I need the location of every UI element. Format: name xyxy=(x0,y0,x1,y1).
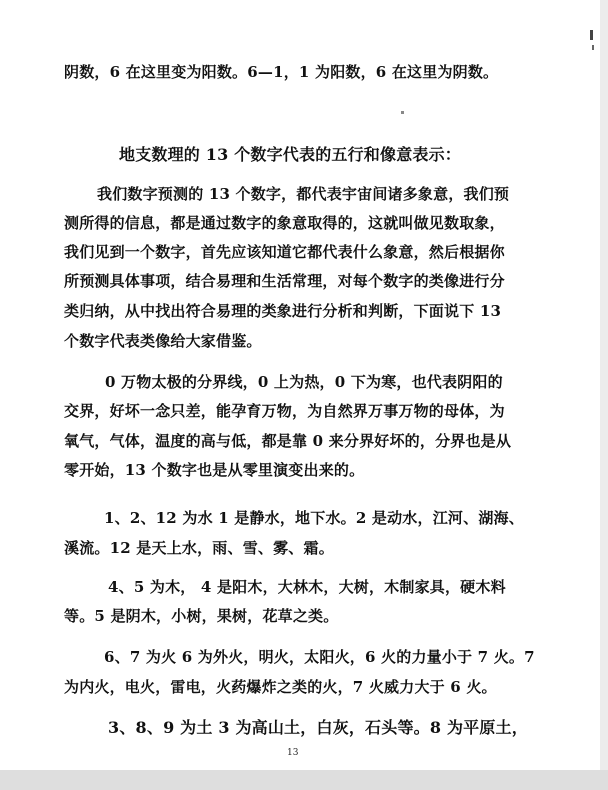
text-line: 3、8、9 为土 3 为高山土，白灰，石头等。8 为平原土， xyxy=(108,718,528,737)
text-line: 氧气，气体，温度的高与低，都是靠 0 来分界好坏的，分界也是从 xyxy=(64,432,512,450)
text-line: 为内火，电火，雷电，火药爆炸之类的火，7 火威力大于 6 火。 xyxy=(64,678,497,696)
scan-dot xyxy=(401,111,404,114)
text-line: 交界，好坏一念只差，能孕育万物，为自然界万事万物的母体，为 xyxy=(64,402,505,420)
text-line: 6、7 为火 6 为外火，明火，太阳火，6 火的力量小于 7 火。7 xyxy=(104,648,535,666)
text-line: 1、2、12 为水 1 是静水，地下水。2 是动水，江河、湖海、 xyxy=(104,509,524,527)
text-line: 所预测具体事项，结合易理和生活常理，对每个数字的类像进行分 xyxy=(64,272,505,290)
section-heading: 地支数理的 13 个数字代表的五行和像意表示： xyxy=(119,145,462,164)
text-line: 溪流。12 是天上水，雨、雪、雾、霜。 xyxy=(64,539,334,557)
text-line: 我们数字预测的 13 个数字，都代表宇宙间诸多象意，我们预 xyxy=(97,185,510,203)
scan-mark xyxy=(592,45,594,50)
text-line: 阴数，6 在这里变为阳数。6—1，1 为阳数，6 在这里为阴数。 xyxy=(64,63,499,81)
text-line: 等。5 是阴木，小树，果树，花草之类。 xyxy=(64,607,339,625)
text-line: 4、5 为木， 4 是阳木，大林木，大树，木制家具，硬木料 xyxy=(108,578,506,596)
scan-mark xyxy=(590,30,593,40)
page-edge xyxy=(0,770,608,790)
text-line: 个数字代表类像给大家借鉴。 xyxy=(64,332,262,350)
page-number: 13 xyxy=(287,748,299,758)
text-line: 我们见到一个数字，首先应该知道它都代表什么象意，然后根据你 xyxy=(64,243,505,261)
text-line: 零开始，13 个数字也是从零里演变出来的。 xyxy=(64,461,365,479)
text-line: 0 万物太极的分界线，0 上为热，0 下为寒，也代表阴阳的 xyxy=(105,373,503,391)
text-line: 类归纳，从中找出符合易理的类象进行分析和判断，下面说下 13 xyxy=(64,302,502,320)
text-line: 测所得的信息，都是通过数字的象意取得的，这就叫做见数取象， xyxy=(64,214,505,232)
